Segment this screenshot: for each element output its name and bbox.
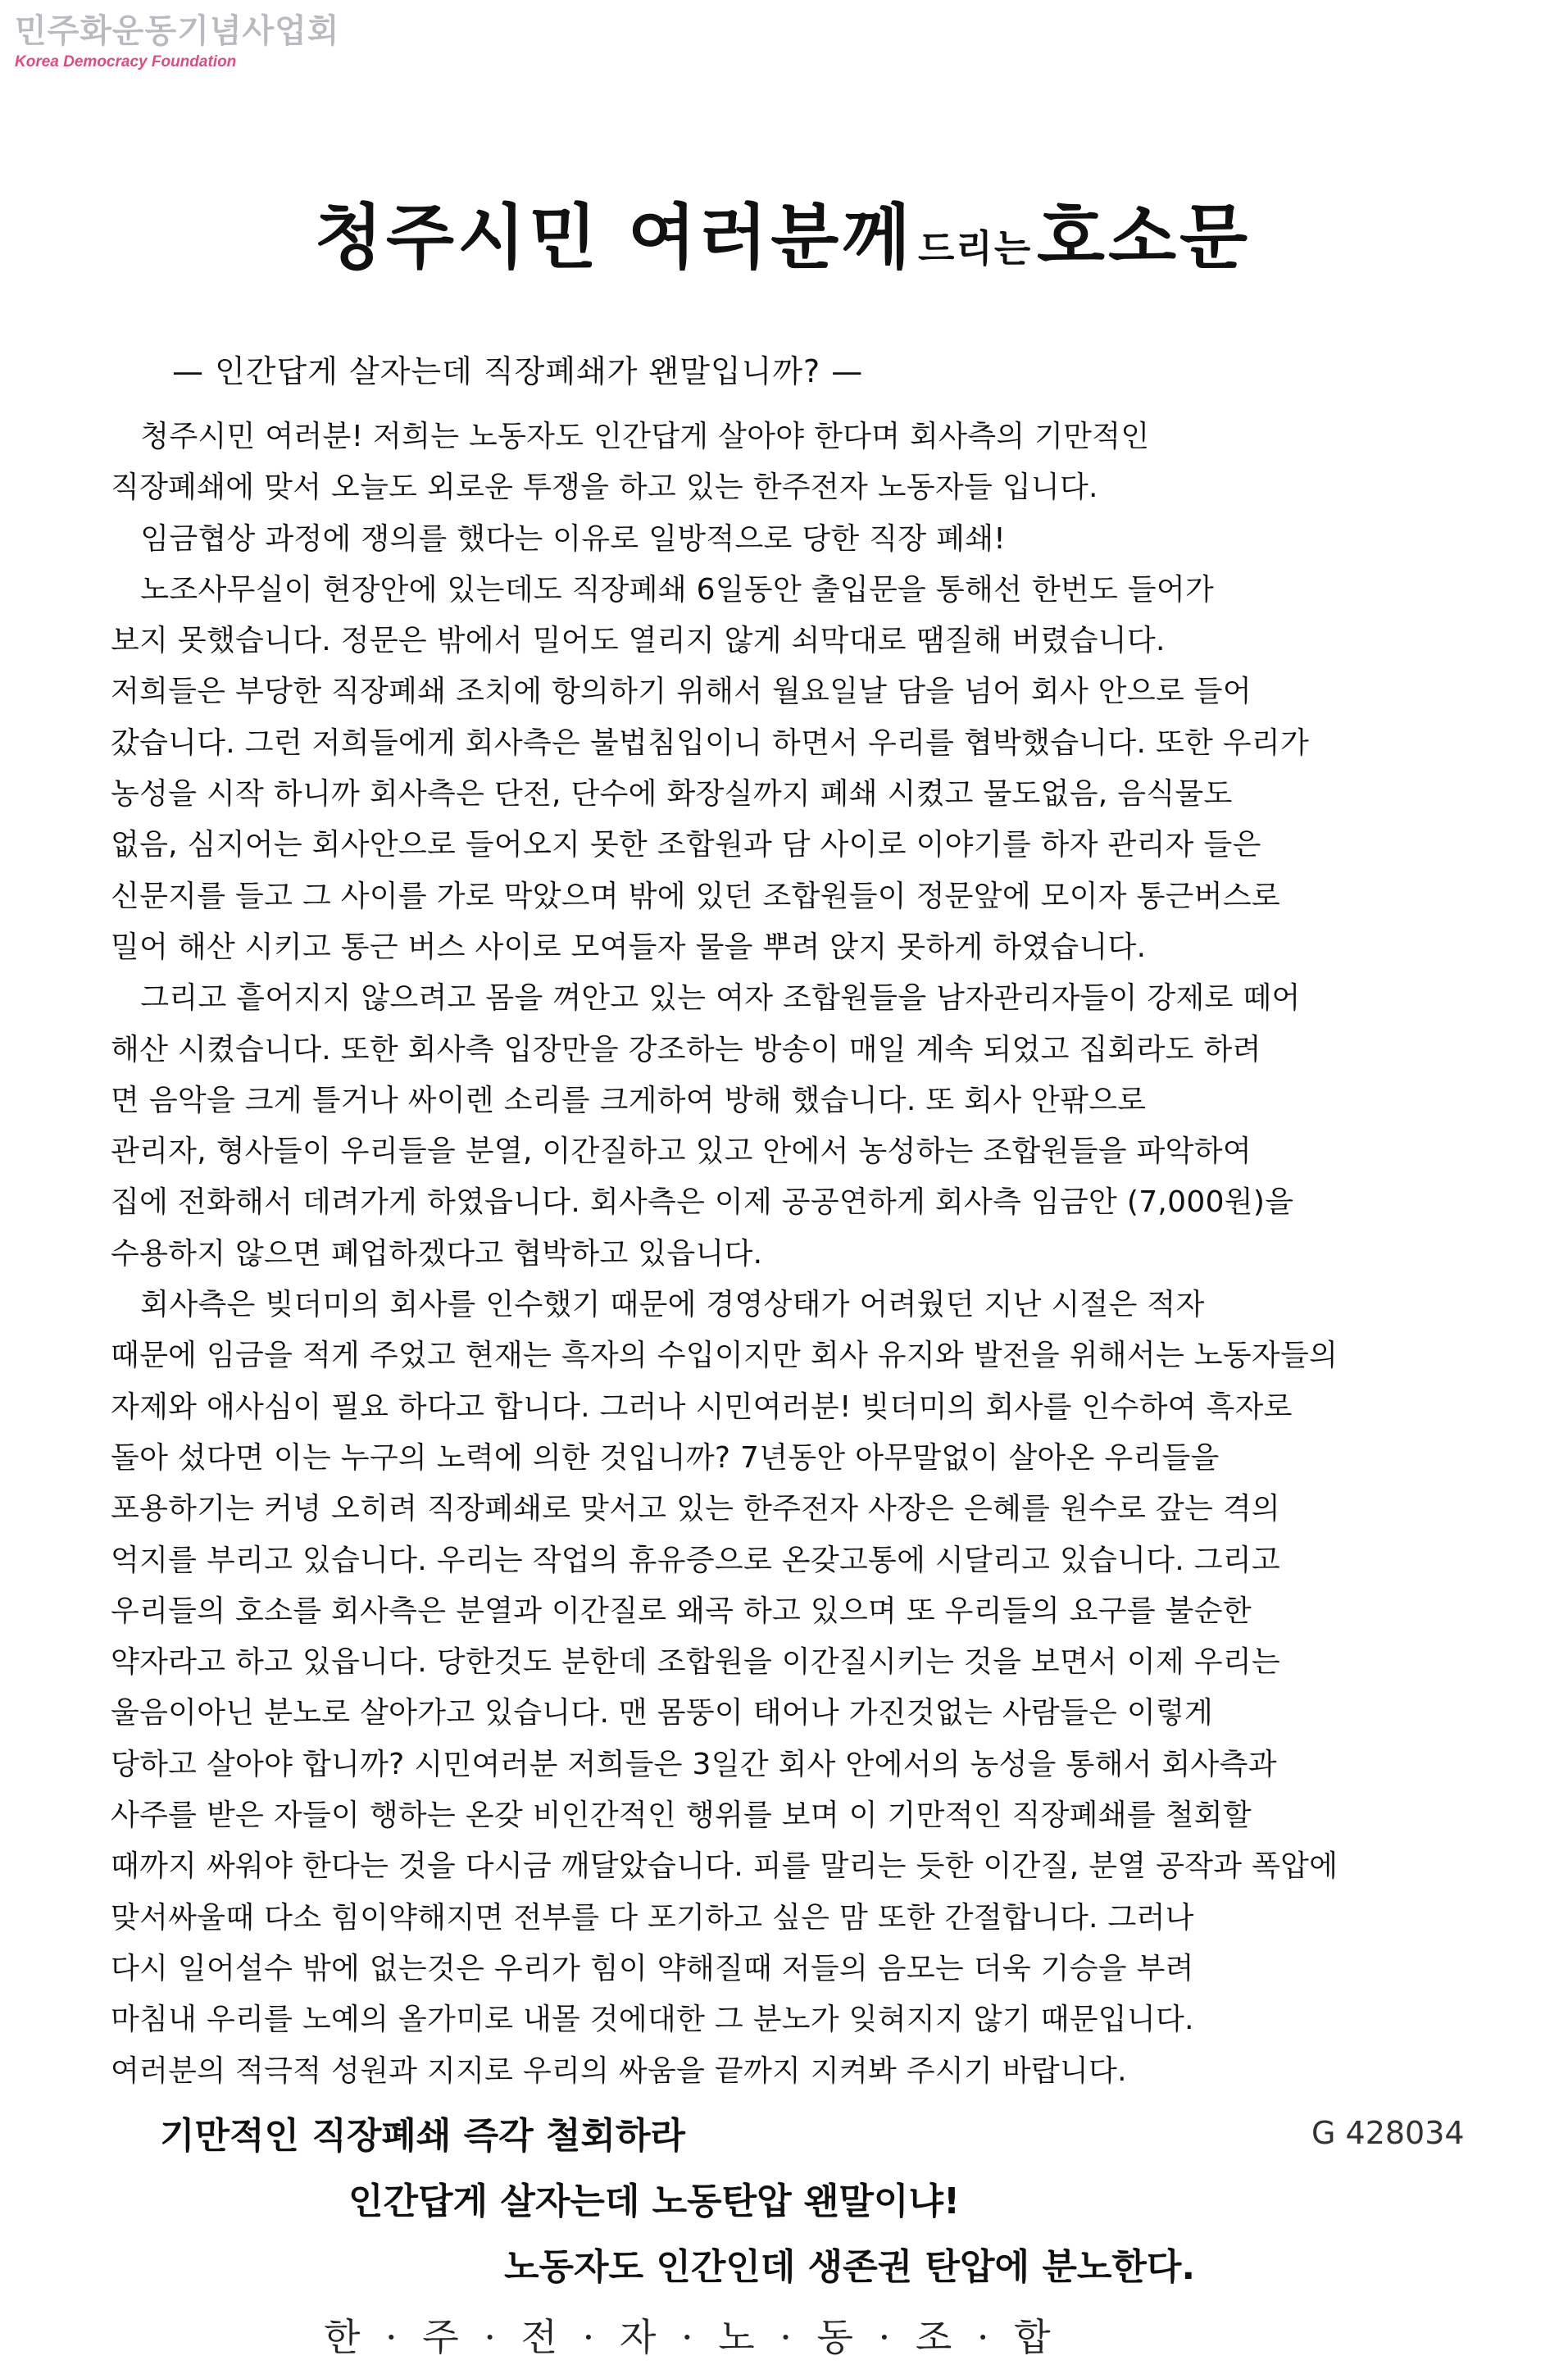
body-line: 노조사무실이 현장안에 있는데도 직장폐쇄 6일동안 출입문을 통해선 한번도 들어가 xyxy=(111,572,1215,607)
body-line: 맞서싸울때 다소 힘이약해지면 전부를 다 포기하고 싶은 맘 또한 간절합니다. 그러나 xyxy=(111,1900,1194,1935)
body-line: 밀어 해산 시키고 통근 버스 사이로 모여들자 물을 뿌려 앉지 못하게 하였습니다. xyxy=(111,930,1147,964)
body-line: 해산 시켰습니다. 또한 회사측 입장만을 강조하는 방송이 매일 계속 되었고 집회라도 하려 xyxy=(111,1032,1261,1066)
slogan-1: 기만적인 직장폐쇄 즉각 철회하라 xyxy=(160,2114,686,2157)
organization-signature: 한 · 주 · 전 · 자 · 노 · 동 · 조 · 합 xyxy=(324,2314,1057,2359)
body-line: 면 음악을 크게 틀거나 싸이렌 소리를 크게하여 방해 했습니다. 또 회사 안팎으로 xyxy=(111,1083,1147,1117)
body-line: 수용하지 않으면 폐업하겠다고 협박하고 있읍니다. xyxy=(111,1236,763,1271)
body-line: 직장폐쇄에 맞서 오늘도 외로운 투쟁을 하고 있는 한주전자 노동자들 입니다. xyxy=(111,471,1098,505)
body-line: 그리고 흩어지지 않으려고 몸을 껴안고 있는 여자 조합원들을 남자관리자들이 강제로 떼어 xyxy=(111,981,1301,1016)
body-line: 관리자, 형사들이 우리들을 분열, 이간질하고 있고 안에서 농성하는 조합원들을 파악하여 xyxy=(111,1135,1252,1169)
slogan-3: 노동자도 인간인데 생존권 탄압에 분노한다. xyxy=(504,2245,1196,2288)
slogan-2: 인간답게 살자는데 노동탄압 왠말이냐! xyxy=(348,2180,961,2222)
body-text xyxy=(111,412,1455,2097)
body-line: 보지 못했습니다. 정문은 밖에서 밀어도 열리지 않게 쇠막대로 땜질해 버렸습니다. xyxy=(111,624,1166,658)
document-title xyxy=(111,180,1455,282)
watermark-logo xyxy=(15,11,359,72)
body-line: 자제와 애사심이 필요 하다고 합니다. 그러나 시민여러분! 빚더미의 회사를 인수하여 흑자로 xyxy=(111,1389,1293,1424)
body-line: 갔습니다. 그런 저희들에게 회사측은 불법침입이니 하면서 우리를 협박했습니다. 또한 우리가 xyxy=(111,725,1310,760)
title-part-3: 호소문 xyxy=(1036,197,1252,279)
body-line: 다시 일어설수 밖에 없는것은 우리가 힘이 약해질때 저들의 음모는 더욱 기승을 부려 xyxy=(111,1951,1194,1985)
appeal-document xyxy=(111,180,1455,2374)
body-line: 때문에 임금을 적게 주었고 현재는 흑자의 수입이지만 회사 유지와 발전을 위해서는 노동자들의 xyxy=(111,1339,1338,1373)
document-code: G 428034 xyxy=(1311,2115,1465,2151)
body-line: 사주를 받은 자들이 행하는 온갖 비인간적인 행위를 보며 이 기만적인 직장폐쇄를 철회할 xyxy=(111,1799,1252,1833)
slogans xyxy=(111,2103,1455,2300)
body-line: 저희들은 부당한 직장폐쇄 조치에 항의하기 위해서 월요일날 담을 넘어 회사 안으로 들어 xyxy=(111,675,1252,709)
body-line: 울음이아닌 분노로 살아가고 있습니다. 맨 몸뚱이 태어나 가진것없는 사람들은 이렇게 xyxy=(111,1696,1214,1730)
body-line: 돌아 섰다면 이는 누구의 노력에 의한 것입니까? 7년동안 아무말없이 살아온 우리들을 xyxy=(111,1440,1220,1475)
body-line: 집에 전화해서 데려가게 하였읍니다. 회사측은 이제 공공연하게 회사측 임금안 (7,000원)을 xyxy=(111,1185,1294,1220)
body-line: 억지를 부리고 있습니다. 우리는 작업의 휴유증으로 온갖고통에 시달리고 있습니다. 그리고 xyxy=(111,1543,1280,1577)
body-line: 마침내 우리를 노예의 올가미로 내몰 것에대한 그 분노가 잊혀지지 않기 때문입니다. xyxy=(111,2003,1194,2037)
document-subtitle: — 인간답게 살자는데 직장폐쇄가 왠말입니까? — xyxy=(172,353,864,389)
body-line: 회사측은 빚더미의 회사를 인수했기 때문에 경영상태가 어려웠던 지난 시절은 적자 xyxy=(111,1288,1205,1322)
body-line: 임금협상 과정에 쟁의를 했다는 이유로 일방적으로 당한 직장 폐쇄! xyxy=(111,521,1007,556)
body-line: 때까지 싸워야 한다는 것을 다시금 깨달았습니다. 피를 말리는 듯한 이간질, 분열 공작과 폭압에 xyxy=(111,1849,1338,1884)
title-part-2: 드리는 xyxy=(918,226,1033,271)
watermark-english: Korea Democracy Foundation xyxy=(15,53,237,70)
body-line: 농성을 시작 하니까 회사측은 단전, 단수에 화장실까지 폐쇄 시켰고 물도없음, 음식물도 xyxy=(111,777,1233,812)
body-line: 여러분의 적극적 성원과 지지로 우리의 싸움을 끝까지 지켜봐 주시기 바랍니다. xyxy=(111,2053,1127,2088)
body-line: 약자라고 하고 있읍니다. 당한것도 분한데 조합원을 이간질시키는 것을 보면서 이제 우리는 xyxy=(111,1645,1280,1680)
watermark-korean: 민주화운동기념사업회 xyxy=(15,12,340,50)
body-line: 청주시민 여러분! 저희는 노동자도 인간답게 살아야 한다며 회사측의 기만적인 xyxy=(111,420,1150,453)
body-line: 우리들의 호소를 회사측은 분열과 이간질로 왜곡 하고 있으며 또 우리들의 요구를 불순한 xyxy=(111,1594,1252,1628)
body-line: 당하고 살아야 합니까? 시민여러분 저희들은 3일간 회사 안에서의 농성을 통해서 회사측과 xyxy=(111,1747,1277,1781)
title-part-1: 청주시민 여러분께 xyxy=(314,197,914,279)
body-line: 신문지를 들고 그 사이를 가로 막았으며 밖에 있던 조합원들이 정문앞에 모이자 통근버스로 xyxy=(111,879,1280,913)
body-line: 없음, 심지어는 회사안으로 들어오지 못한 조합원과 담 사이로 이야기를 하자 관리자 들은 xyxy=(111,828,1261,862)
body-line: 포용하기는 커녕 오히려 직장폐쇄로 맞서고 있는 한주전자 사장은 은혜를 원수로 갚는 격의 xyxy=(111,1492,1280,1526)
